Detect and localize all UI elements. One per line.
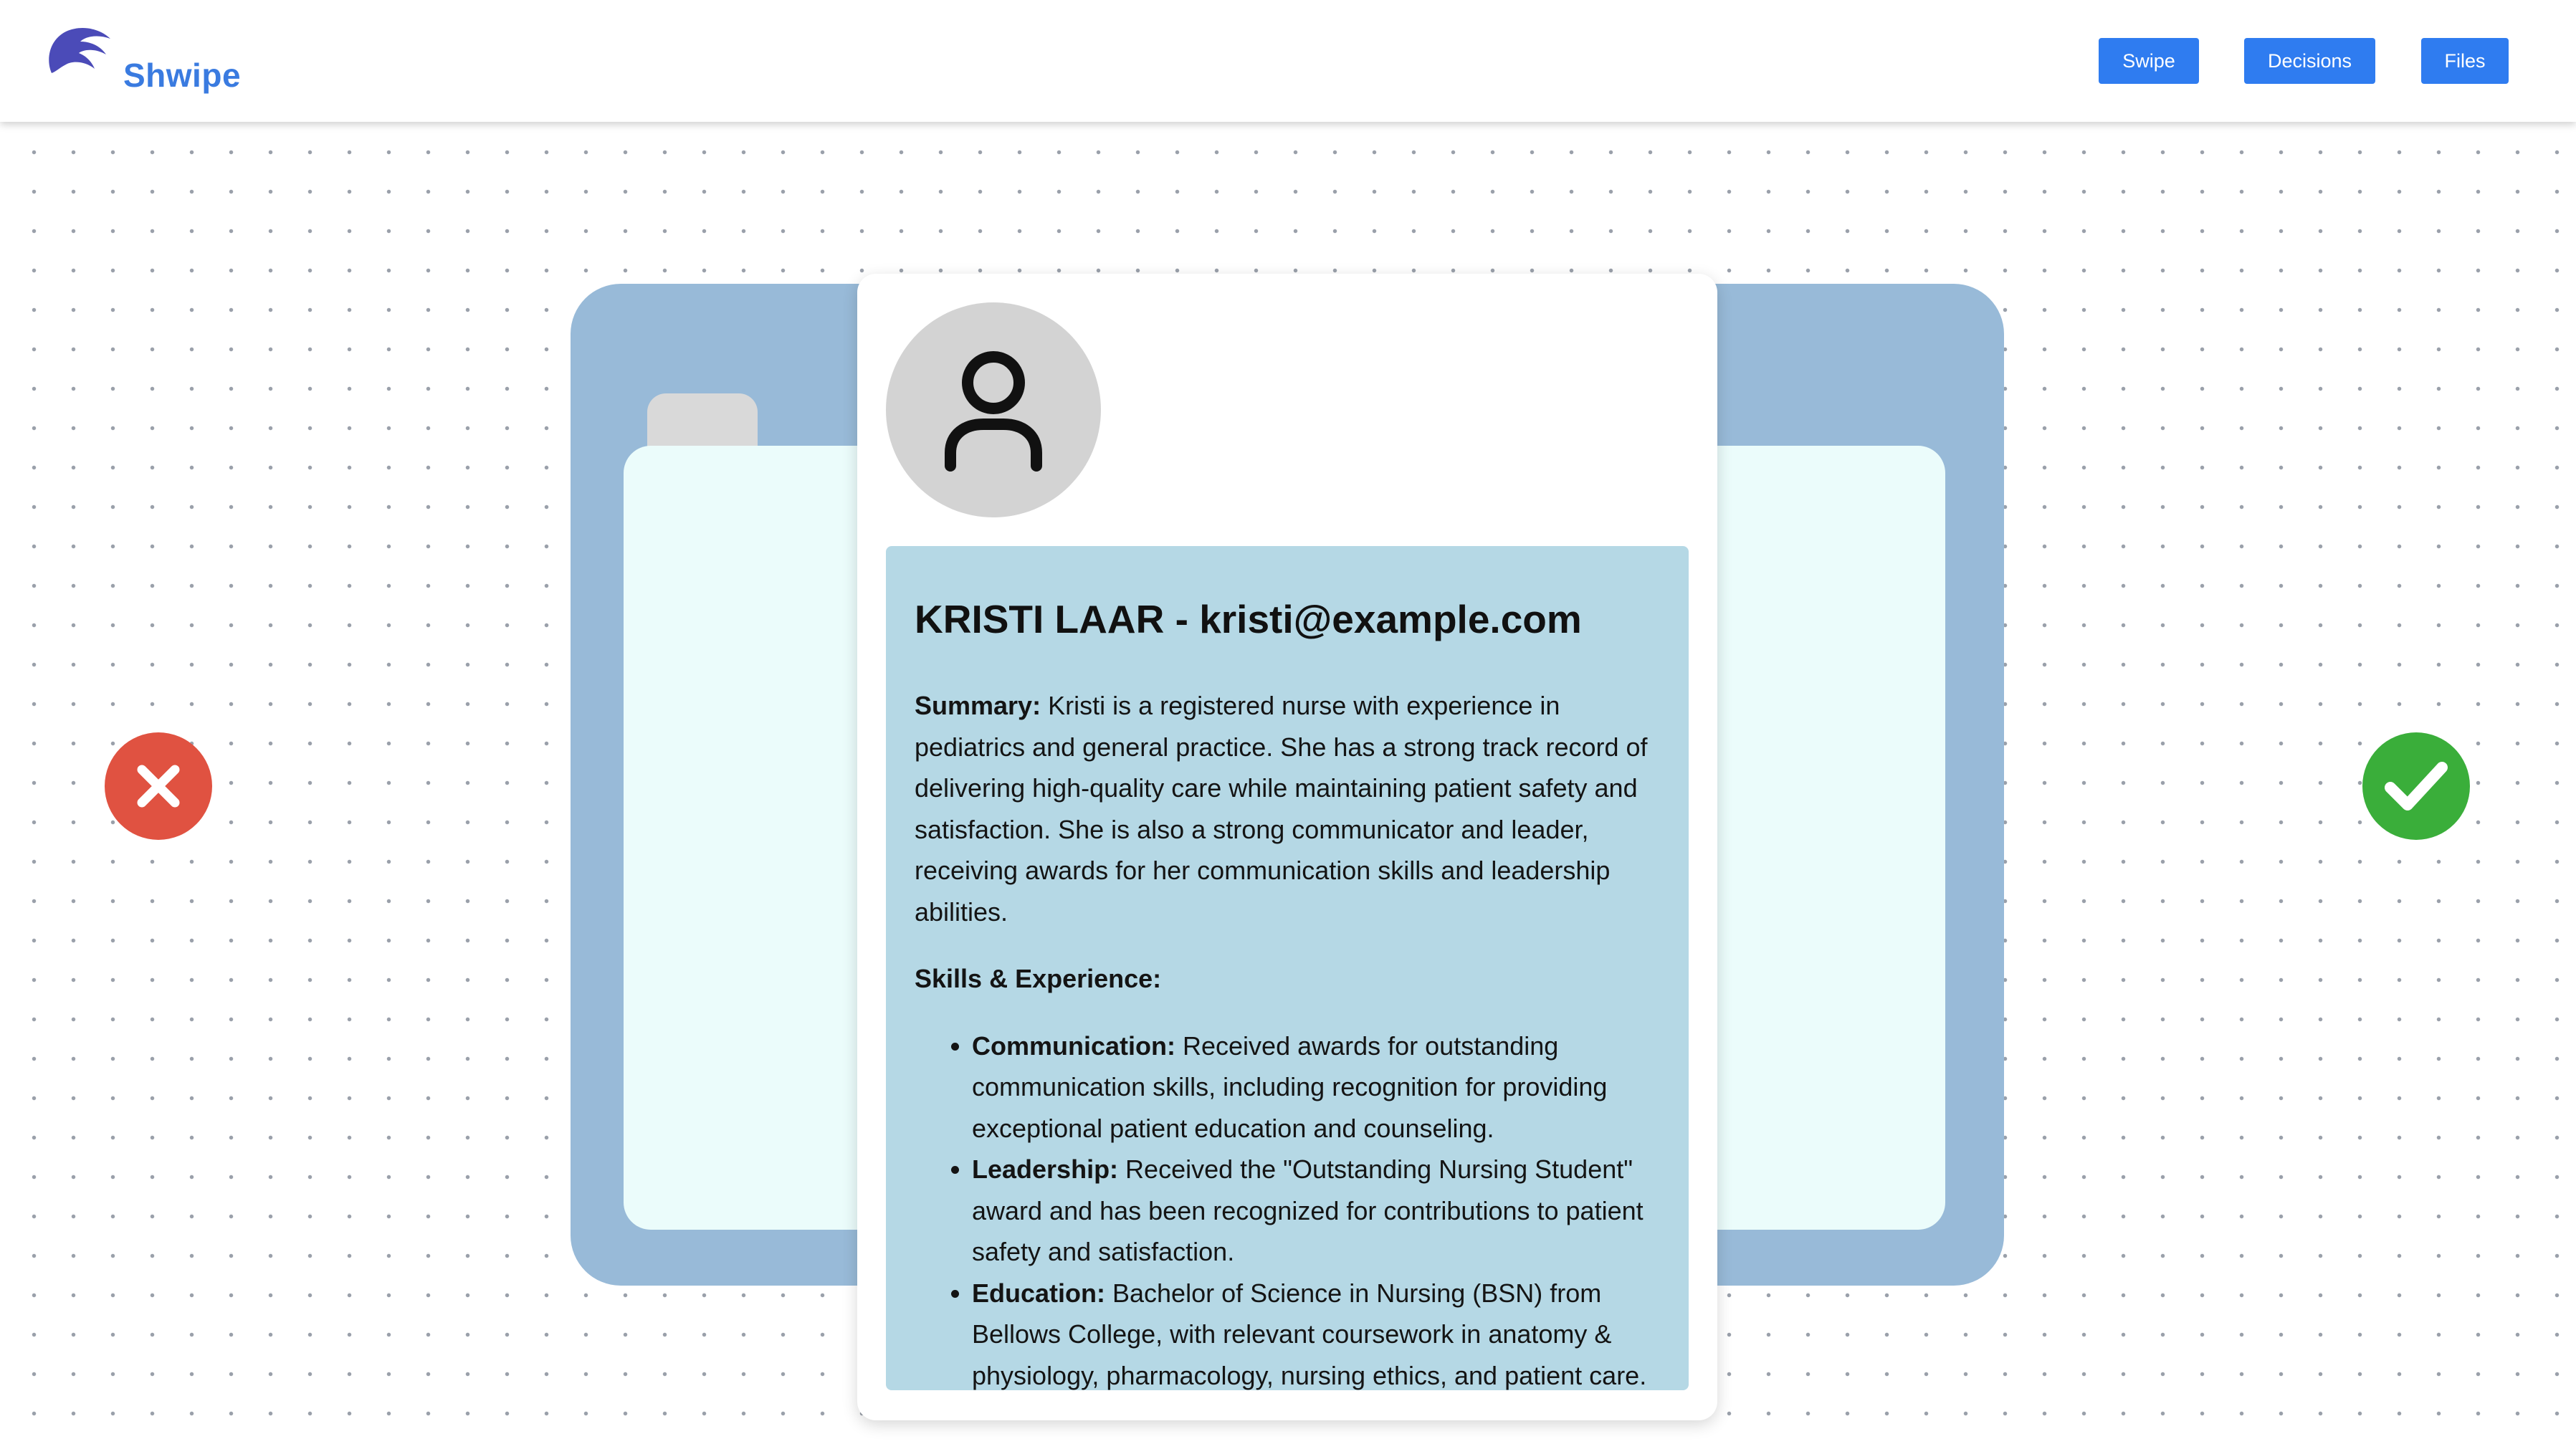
checkmark-icon: [2380, 750, 2452, 822]
resume-content[interactable]: [886, 546, 1689, 1390]
avatar: [886, 302, 1101, 517]
skills-heading-text: Skills & Experience:: [915, 964, 1162, 993]
skill-label: Communication:: [972, 1030, 1175, 1061]
app-name[interactable]: Shwipe: [123, 57, 242, 94]
summary-paragraph: [915, 685, 1660, 932]
swipe-nav-button[interactable]: Swipe: [2099, 38, 2199, 84]
candidate-card[interactable]: [857, 274, 1717, 1420]
files-nav-button[interactable]: Files: [2421, 38, 2509, 84]
skill-text: Received the "Outstanding Nursing Student" award and has been recognized for contributions to patient safety and satisfaction.: [972, 1154, 1644, 1266]
summary-text: Kristi is a registered nurse with experience in pediatrics and general practice. She has a strong track record of delivering high-quality care while maintaining patient safety and satisfaction. She is also a strong communicator and leader, receiving awards for her communication skills and leadership abilities.: [915, 691, 1648, 927]
candidate-heading: KRISTI LAAR - kristi@example.com: [915, 597, 1582, 641]
shwipe-logo-icon: [44, 26, 113, 83]
summary-label: Summary:: [915, 691, 1041, 720]
accept-button[interactable]: [2362, 732, 2470, 840]
list-item: [972, 1025, 1660, 1149]
reject-button[interactable]: [105, 732, 212, 840]
decisions-nav-button[interactable]: Decisions: [2244, 38, 2375, 84]
list-item: [972, 1149, 1660, 1273]
skills-list: [915, 1025, 1660, 1391]
skill-text: Bachelor of Science in Nursing (BSN) from Bellows College, with relevant coursework in anatomy & physiology, pharmacology, nursing ethics, and patient care.: [972, 1278, 1647, 1390]
close-icon: [133, 761, 183, 811]
skill-label: Leadership:: [972, 1154, 1119, 1184]
skill-label: Education:: [972, 1278, 1105, 1308]
user-icon: [936, 345, 1051, 474]
list-item: [972, 1273, 1660, 1391]
top-navigation-bar: [0, 0, 2576, 122]
skills-heading: [915, 958, 1660, 1000]
skill-text: Received awards for outstanding communication skills, including recognition for providing exceptional patient education and counseling.: [972, 1030, 1608, 1143]
